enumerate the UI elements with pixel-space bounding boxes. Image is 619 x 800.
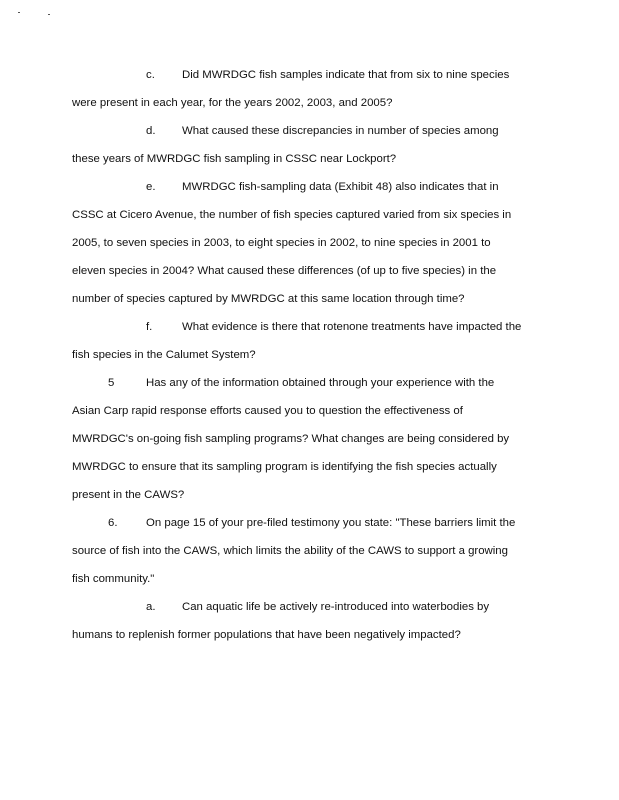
item-text: What caused these discrepancies in number of species among [182,125,499,137]
item-text: present in the CAWS? [72,489,185,501]
item-label: e. [146,181,156,193]
item-text: Can aquatic life be actively re-introduced into waterbodies by [182,601,490,613]
item-text: Has any of the information obtained through your experience with the [146,377,495,389]
item-text: What evidence is there that rotenone treatments have impacted the [182,321,522,333]
item-text: eleven species in 2004? What caused these differences (of up to five species) in the [72,265,497,277]
item-text: MWRDGC to ensure that its sampling program is identifying the fish species actually [72,461,497,473]
item-text: MWRDGC's on-going fish sampling programs? What changes are being considered by [72,433,510,445]
item-text: were present in each year, for the years 2002, 2003, and 2005? [72,97,393,109]
item-text: MWRDGC fish-sampling data (Exhibit 48) also indicates that in [182,181,499,193]
item-text: these years of MWRDGC fish sampling in CSSC near Lockport? [72,153,397,165]
item-text: fish species in the Calumet System? [72,349,256,361]
scan-marks [18,6,58,20]
item-text: On page 15 of your pre-filed testimony you state: "These barriers limit the [146,517,516,529]
item-text: Asian Carp rapid response efforts caused you to question the effectiveness of [72,405,463,417]
item-text: fish community." [72,573,155,585]
item-label: c. [146,69,155,81]
item-text: Did MWRDGC fish samples indicate that from six to nine species [182,69,510,81]
item-label: 6. [108,517,118,529]
item-text: source of fish into the CAWS, which limits the ability of the CAWS to support a growing [72,545,508,557]
item-text: number of species captured by MWRDGC at this same location through time? [72,293,465,305]
item-label: d. [146,125,156,137]
item-label: a. [146,601,156,613]
item-text: humans to replenish former populations that have been negatively impacted? [72,629,461,641]
item-label: 5 [108,377,115,389]
item-label: f. [146,321,153,333]
item-text: CSSC at Cicero Avenue, the number of fish species captured varied from six species in [72,209,512,221]
item-text: 2005, to seven species in 2003, to eight species in 2002, to nine species in 2001 to [72,237,491,249]
